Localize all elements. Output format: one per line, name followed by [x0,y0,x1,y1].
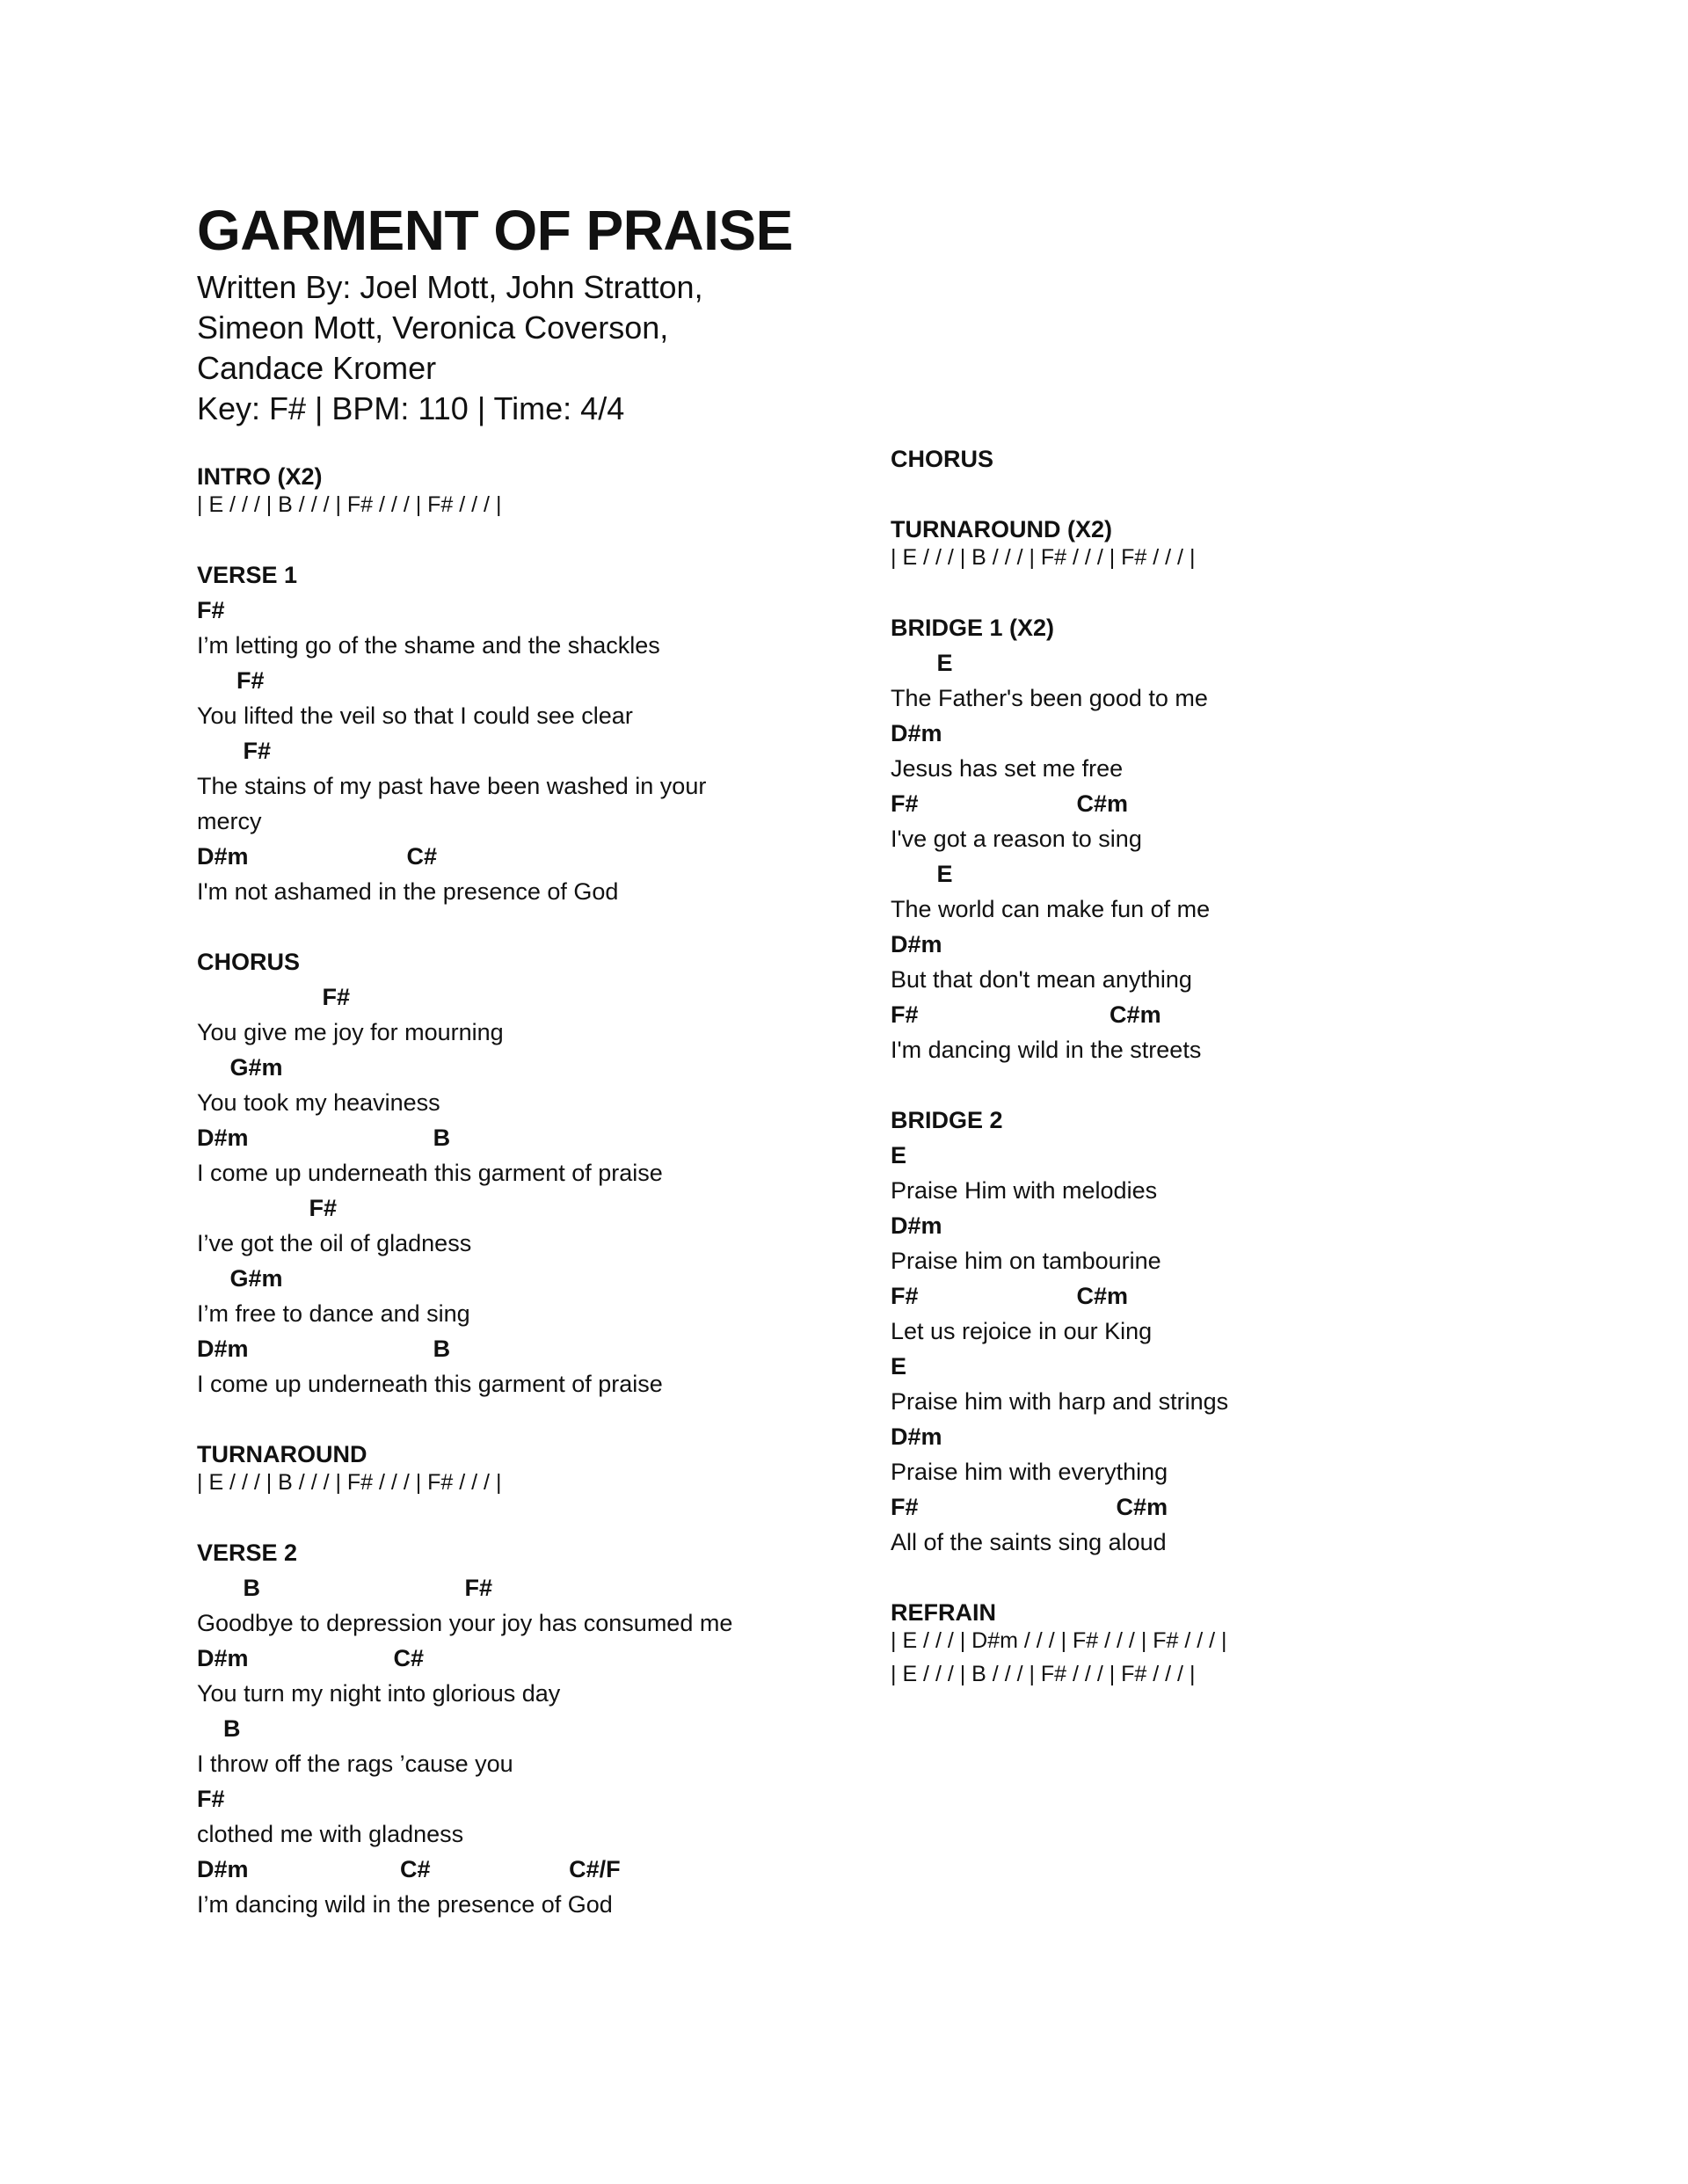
lyric-line: You give me joy for mourning [197,1019,504,1045]
chord-bars-line: | E / / / | D#m / / / | F# / / / | F# / / / | [891,1628,1227,1653]
lyric-line: I throw off the rags ’cause you [197,1751,513,1777]
credits-line: Written By: Joel Mott, John Stratton, [197,269,703,305]
chord-line: D#m [891,1212,942,1239]
chord-line: D#m B [197,1336,451,1362]
section-header: VERSE 1 [197,562,298,588]
section-header: INTRO (X2) [197,463,323,490]
chord-line: F# [197,1786,225,1812]
chord-line: B [197,1715,241,1742]
lyric-line: The stains of my past have been washed in your [197,773,707,799]
lyric-line: Praise him with harp and strings [891,1388,1229,1415]
chord-line: D#m C# [197,843,438,870]
chord-bars-line: | E / / / | B / / / | F# / / / | F# / / / | [891,1662,1196,1686]
lyric-line: I’m letting go of the shame and the shackles [197,632,660,659]
chord-line: E [891,650,953,676]
chord-line: G#m [197,1265,283,1292]
lyric-line: Let us rejoice in our King [891,1318,1153,1344]
song-key-bpm-time: Key: F# | BPM: 110 | Time: 4/4 [197,390,625,426]
chord-line: F# [197,1195,338,1221]
section-header: TURNAROUND (X2) [891,516,1112,542]
lyric-line: Jesus has set me free [891,755,1124,782]
chord-line: B F# [197,1575,493,1601]
chord-line: F# [197,738,272,764]
chord-line: D#m [891,931,942,957]
lyric-line: I’m free to dance and sing [197,1300,470,1327]
chord-line: D#m C# C#/F [197,1856,621,1882]
chord-line: D#m B [197,1125,451,1151]
section-header: CHORUS [891,446,994,472]
lyric-line: I've got a reason to sing [891,826,1142,852]
lyric-line: All of the saints sing aloud [891,1529,1167,1555]
chord-line: D#m C# [197,1645,425,1671]
section-header: TURNAROUND [197,1441,367,1467]
lyric-line: I'm not ashamed in the presence of God [197,878,619,905]
lyric-line: I come up underneath this garment of praise [197,1371,663,1397]
chord-line: E [891,1353,907,1380]
lyric-line: clothed me with gladness [197,1821,464,1847]
lyric-line: I’m dancing wild in the presence of God [197,1891,613,1918]
song-credits [197,267,812,429]
chord-line: E [891,1142,907,1168]
lyric-line: You turn my night into glorious day [197,1680,561,1707]
section-header: BRIDGE 2 [891,1107,1003,1133]
chord-line: D#m [891,1423,942,1450]
lyric-line: You lifted the veil so that I could see clear [197,703,633,729]
chord-line: F# [197,597,225,623]
lyric-line: But that don't mean anything [891,966,1192,993]
lyric-line: I'm dancing wild in the streets [891,1037,1202,1063]
lyric-line: I’ve got the oil of gladness [197,1230,472,1256]
section-header: VERSE 2 [197,1540,298,1566]
song-title: GARMENT OF PRAISE [197,199,793,262]
lyric-line: The world can make fun of me [891,896,1211,922]
chord-line: F# C#m [891,1494,1168,1520]
chord-bars-line: | E / / / | B / / / | F# / / / | F# / / / | [197,1470,502,1495]
section-header: CHORUS [197,949,301,975]
chord-bars-line: | E / / / | B / / / | F# / / / | F# / / / | [197,492,502,517]
credits-line: Simeon Mott, Veronica Coverson, [197,309,669,346]
chord-bars-line: | E / / / | B / / / | F# / / / | F# / / / | [891,545,1196,570]
section-header: REFRAIN [891,1599,996,1626]
chord-line: F# [197,667,265,694]
lyric-line: Goodbye to depression your joy has consumed me [197,1610,733,1636]
chord-line: F# C#m [891,790,1129,817]
chord-line: F# C#m [891,1001,1161,1028]
chord-line: E [891,861,953,887]
chord-line: F# [197,984,351,1010]
lyric-line: I come up underneath this garment of praise [197,1160,663,1186]
lyric-line: You took my heaviness [197,1089,440,1116]
lyric-line: The Father's been good to me [891,685,1208,711]
lyric-line: Praise Him with melodies [891,1177,1158,1204]
lyric-line: Praise him on tambourine [891,1248,1161,1274]
chord-line: D#m [891,720,942,746]
lyric-line: Praise him with everything [891,1459,1168,1485]
section-header: BRIDGE 1 (X2) [891,615,1055,641]
lyric-line: mercy [197,808,262,834]
chord-line: F# C#m [891,1283,1129,1309]
chord-line: G#m [197,1054,283,1081]
credits-line: Candace Kromer [197,350,437,386]
